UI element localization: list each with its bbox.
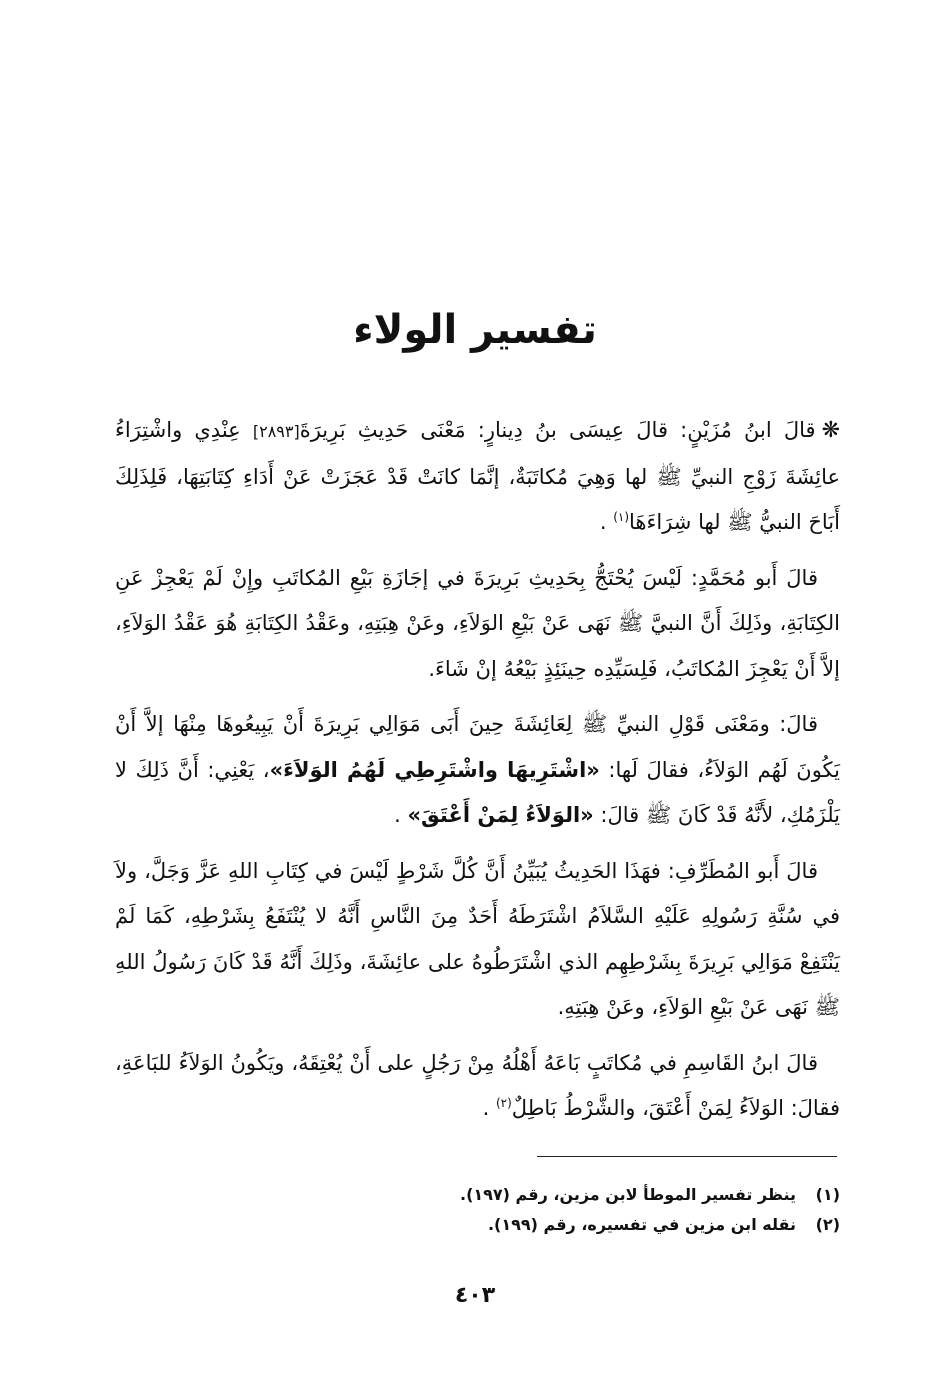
hadith-quote-1: «اشْتَرِيهَا واشْتَرِطِي لَهُمُ الوَلاَءَ» (269, 757, 600, 782)
footnote-marker-2[interactable]: (٢) (495, 1096, 512, 1110)
page-number: ٤٠٣ (454, 1283, 496, 1308)
footnotes (115, 1180, 840, 1240)
body-text (115, 408, 840, 1142)
paragraph-1-text-a: قالَ ابنُ مُزَيْنٍ: قالَ عِيسَى بنُ دِينارٍ: مَعْنَى حَدِيثِ بَرِيرَةَ (299, 418, 816, 442)
footnote-marker-1[interactable]: (١) (613, 510, 630, 524)
footnote-item (115, 1210, 840, 1240)
paragraph-3-text-a: قالَ: ومَعْنَى قَوْلِ النبيِّ ﷺ لِعَائِشَةَ حِينَ أَبَى مَوَالِي بَرِيرَةَ أَنْ يَبِيعُوهَا مِنْهَا إلاَّ أَنْ يَكُونَ لَهُم الوَلاَءُ، فقالَ لَها: (115, 712, 840, 782)
paragraph-5-text-b: . (482, 1096, 496, 1120)
paragraph-4: قالَ أَبو المُطَرِّفِ: فهَذَا الحَدِيثُ يُبَيِّنُ أَنَّ كُلَّ شَرْطٍ لَيْسَ في كِتَابِ اللهِ عَزَّ وَجَلَّ، ولاَ في سُنَّةِ رَسُولِهِ عَلَيْهِ السَّلاَمُ اشْتَرَطَهُ أَحَدٌ مِنَ النَّاسِ أَنَّهُ لا يُنْتَفَعُ بِشَرْطِهِ، كَمَا لَمْ يَنْتَفِعْ مَوَالِي بَرِيرَةَ بِشَرْطِهِم الذي اشْتَرَطُوهُ على عائِشَةَ، وذَلِكَ أَنَّهُ قَدْ كَانَ رَسُولُ اللهِ ﷺ نَهَى عَنْ بَيْعِ الوَلاَءِ، وعَنْ هِبَتِهِ. (115, 858, 840, 1019)
footnote-number: (٢) (815, 1215, 840, 1234)
paragraph-3-text-b: ، يَعْنِي: أَنَّ ذَلِكَ لا يَلْزَمُكِ، لأَنَّهُ قَدْ كَانَ ﷺ قالَ: (115, 757, 840, 827)
footnote-number: (١) (815, 1185, 840, 1204)
footnote-item (115, 1180, 840, 1210)
paragraph-3 (115, 702, 840, 839)
paragraph-5 (115, 1041, 840, 1132)
paragraph-2: قالَ أَبو مُحَمَّدٍ: لَيْسَ يُحْتَجُّ بِحَدِيثِ بَرِيرَةَ في إجَازَةِ بَيْعِ المُكاتَبِ وإِنْ لَمْ يَعْجِزْ عَنِ الكِتَابَةِ، وذَلِكَ أَنَّ النبيَّ ﷺ نَهَى عَنْ بَيْعِ الوَلاَءِ، وعَنْ هِبَتِهِ، وعَقْدُ الكِتَابَةِ هُوَ عَقْدُ الوَلاَءِ، إلاَّ أَنْ يَعْجِزَ المُكاتَبُ، فَلِسَيِّدِه حِينَئِذٍ بَيْعُهُ إنْ شَاءَ. (115, 565, 840, 681)
paragraph-1 (115, 408, 840, 546)
paragraph-1-text-b: عِنْدِي واشْتِرَاءُ عائِشَةَ زَوْجِ النبيِّ ﷺ لها وَهِيَ مُكاتَبَةٌ، إنَّمَا كانَتْ قَدْ عَجَزَتْ عَنْ أَدَاءِ كِتَابَتِهَا، فَلِذَلِكَ أَبَاحَ النبيُّ ﷺ لها شِرَاءَهَا (115, 418, 840, 534)
section-title: تفسير الولاء (353, 307, 597, 353)
footnote-text: نقله ابن مزين في تفسيره، رقم (١٩٩). (487, 1215, 796, 1234)
hadith-quote-2: «الوَلاَءُ لِمَنْ أَعْتَقَ» (407, 803, 594, 827)
footnote-separator (537, 1156, 837, 1157)
footnote-text: ينظر تفسير الموطأ لابن مزين، رقم (١٩٧). (459, 1185, 796, 1204)
paragraph-1-text-c: . (599, 510, 614, 534)
paragraph-5-text-a: قالَ ابنُ القَاسِمِ في مُكاتَبٍ بَاعَهُ أَهْلُهُ مِنْ رَجُلٍ على أَنْ يُعْتِقَهُ، ويَكُونُ الوَلاَءُ للبَاعَةِ، فقالَ: الوَلاَءُ لِمَنْ أَعْتَقَ، والشَّرْطُ بَاطِلٌ (115, 1050, 840, 1120)
asterism-icon: ❋ (821, 418, 840, 443)
hadith-reference-number: [٢٨٩٣] (252, 422, 300, 441)
paragraph-3-text-c: . (394, 803, 408, 827)
